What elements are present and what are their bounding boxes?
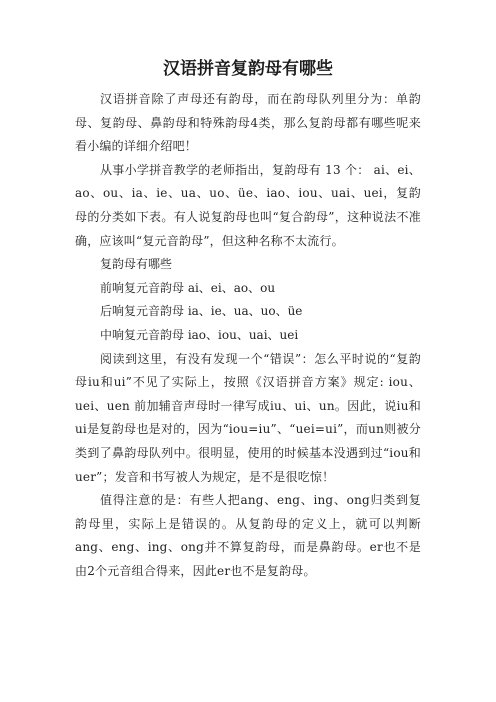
list-item-back: 后响复元音韵母 ia、ie、ua、uo、üe xyxy=(100,304,303,319)
list-item-front: 前响复元音韵母 ai、ei、ao、ou xyxy=(100,280,276,295)
list-heading: 复韵母有哪些 xyxy=(100,257,173,272)
count-paragraph: 从事小学拼音教学的老师指出，复韵母有 13 个： ai、ei、ao、ou、ia、ie、ua、uo、üe、iao、iou、uai、uei，复韵母的分类如下表。有人说复韵母也叫“复合韵母”，这种说法不准确，应该叫“复元音韵母”，但这种名称不太流行。 xyxy=(75,162,421,248)
intro-paragraph: 汉语拼音除了声母还有韵母，而在韵母队列里分为：单韵母、复韵母、鼻韵母和特殊韵母4类，那么复韵母都有哪些呢来看小编的详细介绍吧！ xyxy=(75,92,421,154)
list-item-middle: 中响复元音韵母 iao、iou、uai、uei xyxy=(100,327,299,342)
error-paragraph: 阅读到这里，有没有发现一个“错误”：怎么平时说的“复韵母iu和ui”不见了实际上，按照《汉语拼音方案》规定: iou、uei、uen 前加辅音声母时一律写成iu、ui、un。因此，说iu和ui是复韵母也是对的，因为“iou=iu”、“uei=ui”，而un则被分类到了鼻韵母队列中。很明显，使用的时候基本没遇到过“iou和uer”；发音和书写被人为规定，是不是很吃惊！ xyxy=(75,351,421,484)
document-title: 汉语拼音复韵母有哪些 xyxy=(163,59,333,79)
document-page xyxy=(75,56,421,583)
note-paragraph: 值得注意的是：有些人把ang、eng、ing、ong归类到复韵母里，实际上是错误的。从复韵母的定义上，就可以判断ang、eng、ing、ong并不算复韵母，而是鼻韵母。er也不是由2个元音组合得来，因此er也不是复韵母。 xyxy=(75,493,421,578)
